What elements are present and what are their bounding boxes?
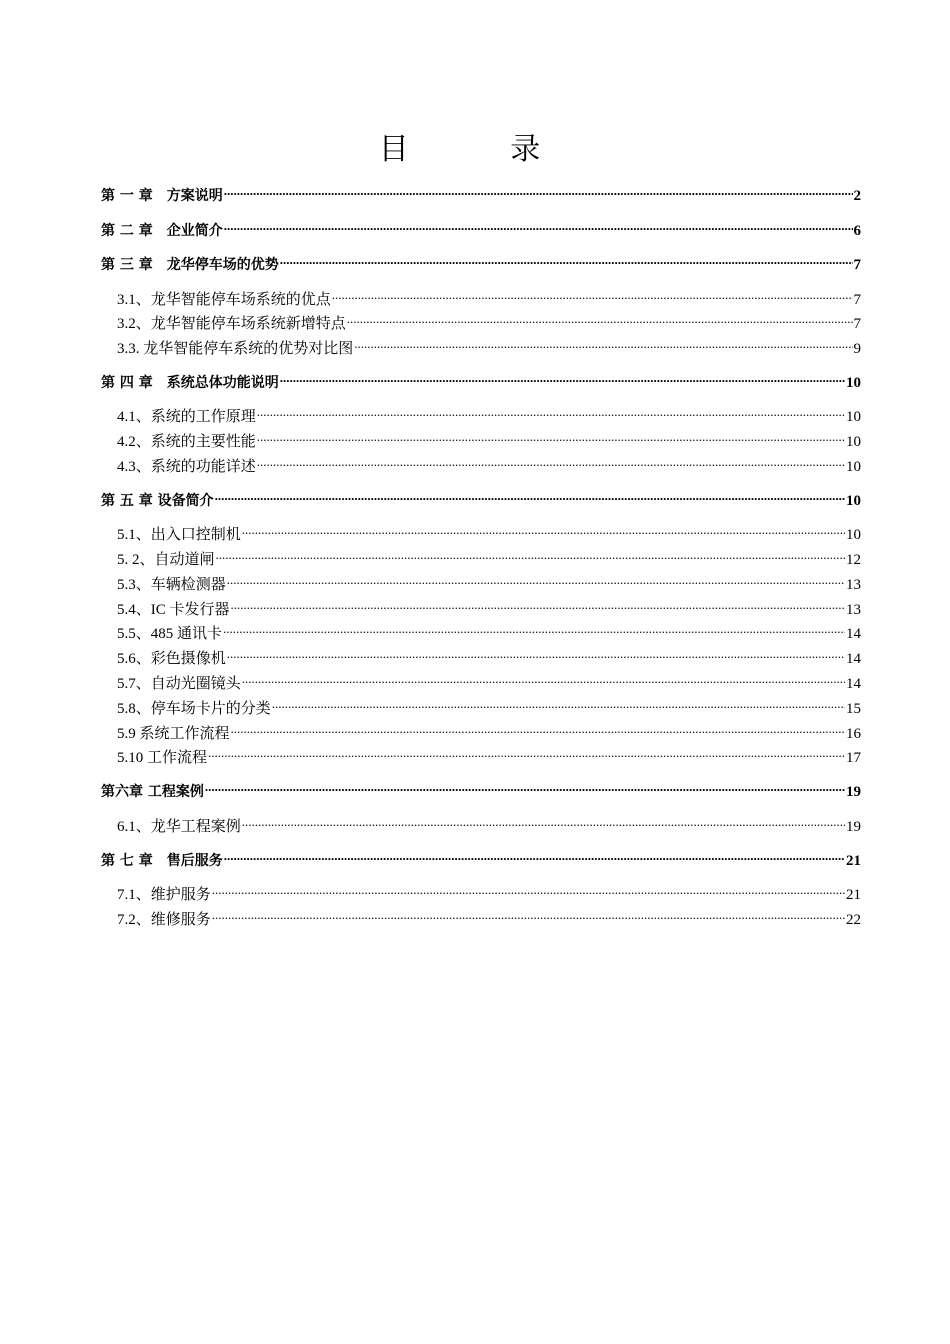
toc-dot-leader xyxy=(231,723,845,738)
toc-entry-label: 5.4、IC 卡发行器 xyxy=(117,601,230,618)
toc-dot-leader xyxy=(354,338,852,353)
toc-page-number: 19 xyxy=(846,818,861,835)
toc-page-number: 9 xyxy=(853,341,861,358)
toc-section-entry[interactable] xyxy=(101,337,861,362)
toc-dot-leader xyxy=(224,221,853,235)
toc-section-entry[interactable] xyxy=(101,815,861,840)
toc-dot-leader xyxy=(242,524,845,539)
toc-dot-leader xyxy=(224,186,853,200)
toc-page-number: 10 xyxy=(846,374,861,391)
toc-page-number: 17 xyxy=(846,750,861,767)
toc-page-number: 13 xyxy=(846,601,861,618)
toc-chapter-entry[interactable] xyxy=(101,780,861,815)
toc-page-number: 14 xyxy=(846,626,861,643)
toc-entry-label: 第 五 章 设备简介 xyxy=(101,492,214,509)
toc-page-number: 7 xyxy=(853,257,861,273)
toc-entry-label: 5.9 系统工作流程 xyxy=(117,725,230,742)
toc-dot-leader xyxy=(272,698,845,713)
toc-page-number: 15 xyxy=(846,700,861,717)
toc-section-entry[interactable] xyxy=(101,647,861,672)
toc-entry-label: 7.1、维护服务 xyxy=(117,887,211,904)
toc-page-number: 16 xyxy=(846,725,861,742)
toc-section-entry[interactable] xyxy=(101,523,861,548)
toc-dot-leader xyxy=(257,431,845,446)
toc-dot-leader xyxy=(332,289,853,304)
toc-dot-leader xyxy=(227,574,845,589)
toc-section-entry[interactable] xyxy=(101,455,861,480)
toc-section-entry[interactable] xyxy=(101,548,861,573)
toc-section-entry[interactable] xyxy=(101,697,861,722)
toc-section-entry[interactable] xyxy=(101,722,861,747)
toc-entry-label: 第六章 工程案例 xyxy=(101,784,204,801)
toc-chapter-entry[interactable] xyxy=(101,219,861,254)
toc-entry-label: 第 三 章 龙华停车场的优势 xyxy=(101,257,279,273)
toc-dot-leader xyxy=(216,549,845,564)
toc-dot-leader xyxy=(224,851,845,865)
toc-entry-label: 3.3. 龙华智能停车系统的优势对比图 xyxy=(117,341,354,358)
toc-chapter-entry[interactable] xyxy=(101,371,861,406)
toc-dot-leader xyxy=(215,491,845,505)
toc-dot-leader xyxy=(280,373,845,387)
toc-entry-label: 第 一 章 方案说明 xyxy=(101,188,223,204)
toc-dot-leader xyxy=(257,456,845,471)
toc-page-number: 10 xyxy=(846,458,861,475)
toc-dot-leader xyxy=(212,909,845,924)
toc-dot-leader xyxy=(227,648,845,663)
toc-dot-leader xyxy=(205,782,845,796)
toc-entry-label: 3.1、龙华智能停车场系统的优点 xyxy=(117,291,331,308)
toc-page-number: 7 xyxy=(853,316,861,333)
toc-dot-leader xyxy=(347,313,853,328)
toc-dot-leader xyxy=(242,816,845,831)
toc-page-number: 10 xyxy=(846,492,861,509)
toc-page-number: 13 xyxy=(846,576,861,593)
toc-dot-leader xyxy=(231,599,845,614)
toc-page-number: 12 xyxy=(846,552,861,569)
toc-entry-label: 4.3、系统的功能详述 xyxy=(117,458,256,475)
toc-entry-label: 5.5、485 通讯卡 xyxy=(117,626,223,643)
toc-section-entry[interactable] xyxy=(101,312,861,337)
toc-entry-label: 3.2、龙华智能停车场系统新增特点 xyxy=(117,316,346,333)
toc-page-number: 10 xyxy=(846,527,861,544)
toc-entry-label: 5.1、出入口控制机 xyxy=(117,527,241,544)
toc-section-entry[interactable] xyxy=(101,405,861,430)
toc-page-number: 21 xyxy=(846,887,861,904)
toc-entry-label: 5.3、车辆检测器 xyxy=(117,576,226,593)
toc-page-number: 7 xyxy=(853,291,861,308)
toc-section-entry[interactable] xyxy=(101,746,861,771)
toc-section-entry[interactable] xyxy=(101,622,861,647)
toc-page-number: 14 xyxy=(846,676,861,693)
toc-entry-label: 5. 2、自动道闸 xyxy=(117,552,215,569)
toc-entry-label: 5.10 工作流程 xyxy=(117,750,208,767)
toc-dot-leader xyxy=(242,673,845,688)
toc-section-entry[interactable] xyxy=(101,573,861,598)
toc-section-entry[interactable] xyxy=(101,908,861,933)
toc-dot-leader xyxy=(223,623,845,638)
toc-section-entry[interactable] xyxy=(101,598,861,623)
toc-dot-leader xyxy=(257,406,845,421)
toc-chapter-entry[interactable] xyxy=(101,489,861,524)
toc-page-number: 10 xyxy=(846,409,861,426)
toc-entry-label: 4.1、系统的工作原理 xyxy=(117,409,256,426)
toc-chapter-entry[interactable] xyxy=(101,849,861,884)
toc-entry-label: 5.8、停车场卡片的分类 xyxy=(117,700,271,717)
toc-entry-label: 第 四 章 系统总体功能说明 xyxy=(101,374,279,391)
toc-dot-leader xyxy=(212,884,845,899)
toc-entry-label: 7.2、维修服务 xyxy=(117,911,211,928)
toc-section-entry[interactable] xyxy=(101,883,861,908)
toc-entry-label: 6.1、龙华工程案例 xyxy=(117,818,241,835)
toc-entry-label: 第 七 章 售后服务 xyxy=(101,852,223,869)
toc-page-number: 19 xyxy=(846,784,861,801)
toc-dot-leader xyxy=(280,255,853,269)
toc-entry-label: 第 二 章 企业简介 xyxy=(101,222,223,239)
table-of-contents xyxy=(101,184,861,933)
toc-dot-leader xyxy=(208,747,845,762)
toc-page-number: 14 xyxy=(846,651,861,668)
toc-section-entry[interactable] xyxy=(101,288,861,313)
toc-entry-label: 4.2、系统的主要性能 xyxy=(117,434,256,451)
toc-chapter-entry[interactable] xyxy=(101,184,861,219)
toc-section-entry[interactable] xyxy=(101,430,861,455)
toc-page-number: 6 xyxy=(853,222,861,239)
toc-chapter-entry[interactable] xyxy=(101,253,861,288)
toc-page-number: 22 xyxy=(846,911,861,928)
toc-page-number: 2 xyxy=(853,188,861,204)
toc-page-number: 10 xyxy=(846,434,861,451)
page-title: 目 录 xyxy=(378,132,587,167)
toc-section-entry[interactable] xyxy=(101,672,861,697)
toc-page-number: 21 xyxy=(846,852,861,869)
toc-entry-label: 5.7、自动光圈镜头 xyxy=(117,676,241,693)
toc-entry-label: 5.6、彩色摄像机 xyxy=(117,651,226,668)
